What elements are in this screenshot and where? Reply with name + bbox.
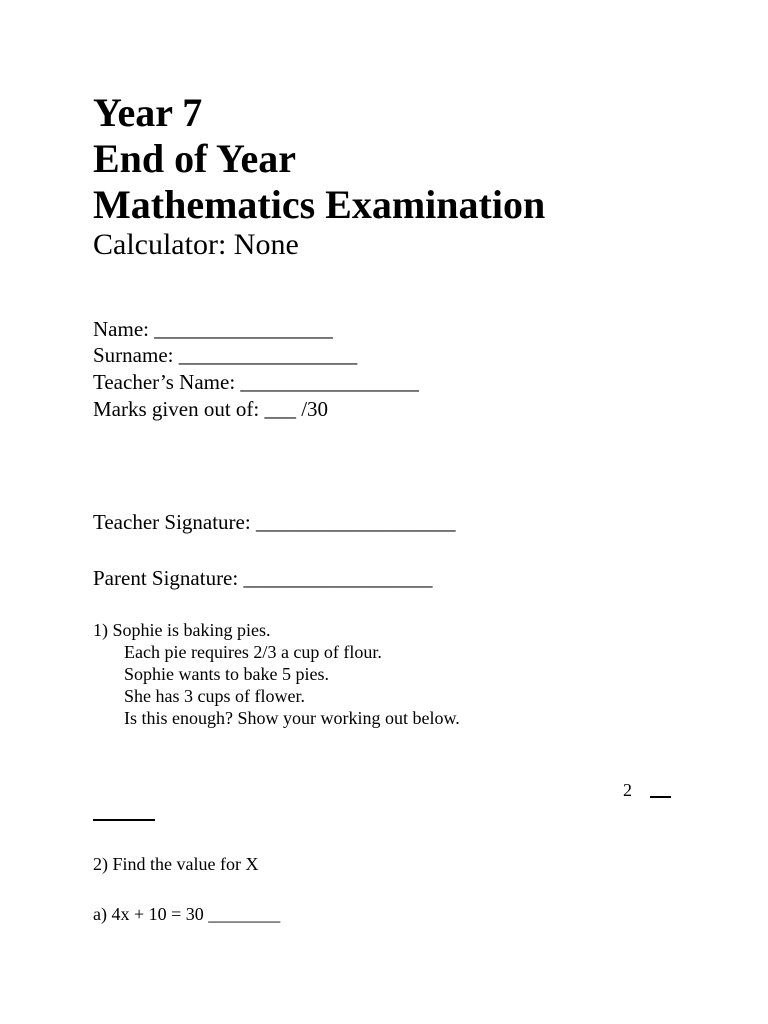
question-2-part-a: a) 4x + 10 = 30 ________ <box>93 904 281 924</box>
calculator-note: Calculator: None <box>93 228 299 261</box>
parent-signature-field: Parent Signature: __________________ <box>93 566 433 590</box>
marks-field: Marks given out of: ___ /30 <box>93 397 329 421</box>
surname-field: Surname: _________________ <box>93 343 358 367</box>
name-field: Name: _________________ <box>93 317 333 341</box>
question-1-marks: 2 <box>623 780 632 800</box>
question-2-heading: 2) Find the value for X <box>93 854 259 874</box>
title-end-of-year: End of Year <box>93 136 296 181</box>
question-1-line: Each pie requires 2/3 a cup of flour. <box>124 642 382 662</box>
teacher-name-field: Teacher’s Name: _________________ <box>93 370 419 394</box>
title-year: Year 7 <box>93 90 203 135</box>
marks-answer-line <box>650 796 671 798</box>
question-1-line: Is this enough? Show your working out below. <box>124 708 460 728</box>
question-1-line: 1) Sophie is baking pies. <box>93 620 271 640</box>
marks-answer-line <box>93 819 155 821</box>
title-mathematics-examination: Mathematics Examination <box>93 182 546 227</box>
teacher-signature-field: Teacher Signature: ___________________ <box>93 510 456 534</box>
question-1-line: She has 3 cups of flower. <box>124 686 305 706</box>
question-1-line: Sophie wants to bake 5 pies. <box>124 664 329 684</box>
